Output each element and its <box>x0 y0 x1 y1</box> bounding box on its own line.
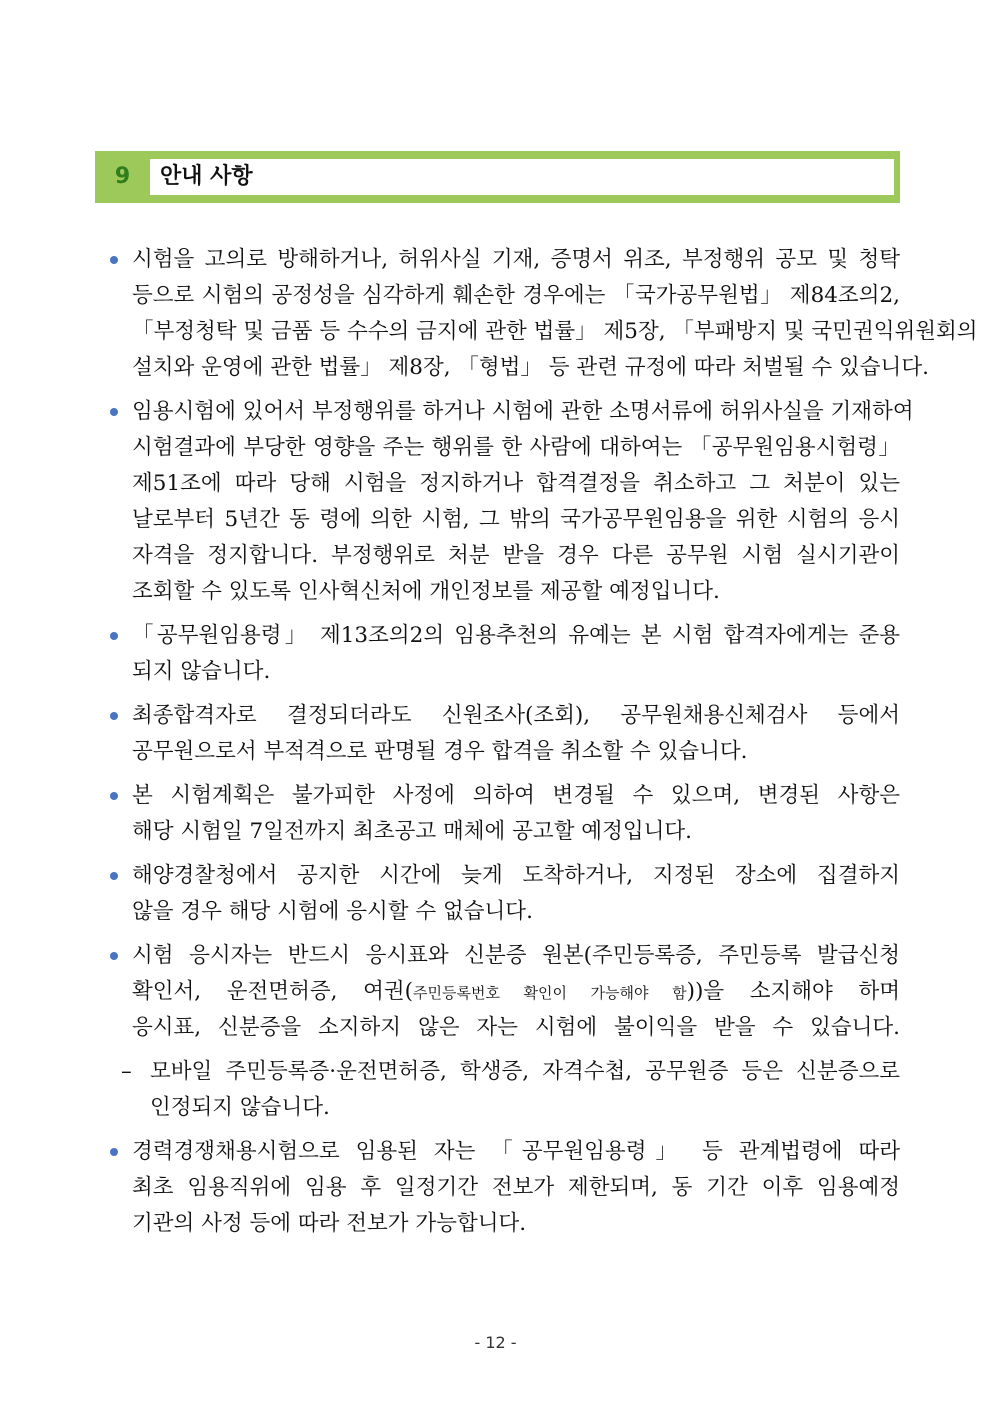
text-line <box>132 974 900 1010</box>
list-item <box>105 394 914 610</box>
section-number: 9 <box>114 164 131 189</box>
text-line: 등으로 시험의 공정성을 심각하게 훼손한 경우에는 「국가공무원법」 제84조의2, <box>132 283 900 308</box>
text-line: 「부정청탁 및 금품 등 수수의 금지에 관한 법률」 제5장, 「부패방지 및 국민권익위원회의 <box>132 319 978 344</box>
text-line: 최초 임용직위에 임용 후 일정기간 전보가 제한되며, 동 기간 이후 임용예정 <box>132 1175 900 1200</box>
text-line: 인정되지 않습니다. <box>150 1095 330 1120</box>
text-line: 자격을 정지합니다. 부정행위로 처분 받을 경우 다른 공무원 시험 실시기관이 <box>132 543 900 568</box>
list-item <box>105 242 978 386</box>
text-line: 조회할 수 있도록 인사혁신처에 개인정보를 제공할 예정입니다. <box>132 579 720 604</box>
text-line: 기관의 사정 등에 따라 전보가 가능합니다. <box>132 1211 527 1236</box>
section-header <box>95 151 900 203</box>
text-line: 공무원으로서 부적격으로 판명될 경우 합격을 취소할 수 있습니다. <box>132 739 748 764</box>
notice-list <box>105 242 978 1250</box>
text-line: 모바일 주민등록증·운전면허증, 학생증, 자격수첩, 공무원증 등은 신분증으로 <box>150 1059 900 1084</box>
bullet-icon <box>110 1148 118 1156</box>
bullet-icon <box>110 952 118 960</box>
text-line: 해당 시험일 7일전까지 최초공고 매체에 공고할 예정입니다. <box>132 819 692 844</box>
text-line: 시험 응시자는 반드시 응시표와 신분증 원본(주민등록증, 주민등록 발급신청 <box>132 943 900 968</box>
text-segment-small: 주민등록번호 확인이 가능해야 함 <box>413 984 687 1002</box>
text-segment: ))을 소지해야 하며 <box>686 979 900 1004</box>
text-line: 본 시험계획은 불가피한 사정에 의하여 변경될 수 있으며, 변경된 사항은 <box>132 783 900 808</box>
text-line: 제51조에 따라 당해 시험을 정지하거나 합격결정을 취소하고 그 처분이 있는 <box>132 471 900 496</box>
list-item <box>105 698 900 770</box>
dash-marker: – <box>121 1059 132 1084</box>
text-line: 「공무원임용령」 제13조의2의 임용추천의 유예는 본 시험 합격자에게는 준용 <box>132 623 900 648</box>
page-number: - 12 - <box>474 1333 517 1352</box>
text-line: 응시표, 신분증을 소지하지 않은 자는 시험에 불이익을 받을 수 있습니다. <box>132 1015 900 1040</box>
bullet-icon <box>110 872 118 880</box>
text-line: 설치와 운영에 관한 법률」 제8장, 「형법」 등 관련 규정에 따라 처벌될 수 있습니다. <box>132 355 929 380</box>
text-line: 날로부터 5년간 동 령에 의한 시험, 그 밖의 국가공무원임용을 위한 시험의 응시 <box>132 507 900 532</box>
text-line: 최종합격자로 결정되더라도 신원조사(조회), 공무원채용신체검사 등에서 <box>132 703 900 728</box>
section-title: 안내 사항 <box>160 164 253 189</box>
text-segment: 확인서, 운전면허증, 여권( <box>132 979 414 1004</box>
list-item <box>105 938 900 1046</box>
text-line: 해양경찰청에서 공지한 시간에 늦게 도착하거나, 지정된 장소에 집결하지 <box>132 863 900 888</box>
text-line: 임용시험에 있어서 부정행위를 하거나 시험에 관한 소명서류에 허위사실을 기재하여 <box>132 399 914 424</box>
section-title-box <box>150 159 894 195</box>
bullet-icon <box>110 792 118 800</box>
list-item <box>105 618 900 690</box>
list-item <box>105 858 900 930</box>
list-item <box>105 1134 900 1242</box>
text-line: 시험을 고의로 방해하거나, 허위사실 기재, 증명서 위조, 부정행위 공모 및 청탁 <box>132 247 900 272</box>
bullet-icon <box>110 712 118 720</box>
bullet-icon <box>110 408 118 416</box>
list-item <box>105 778 900 850</box>
text-line: 되지 않습니다. <box>132 659 271 684</box>
sub-list-item <box>105 1054 900 1126</box>
text-line: 시험결과에 부당한 영향을 주는 행위를 한 사람에 대하여는 「공무원임용시험령」 <box>132 435 900 460</box>
bullet-icon <box>110 256 118 264</box>
text-line: 않을 경우 해당 시험에 응시할 수 없습니다. <box>132 899 533 924</box>
bullet-icon <box>110 632 118 640</box>
text-line: 경력경쟁채용시험으로 임용된 자는 「공무원임용령」 등 관계법령에 따라 <box>132 1139 900 1164</box>
